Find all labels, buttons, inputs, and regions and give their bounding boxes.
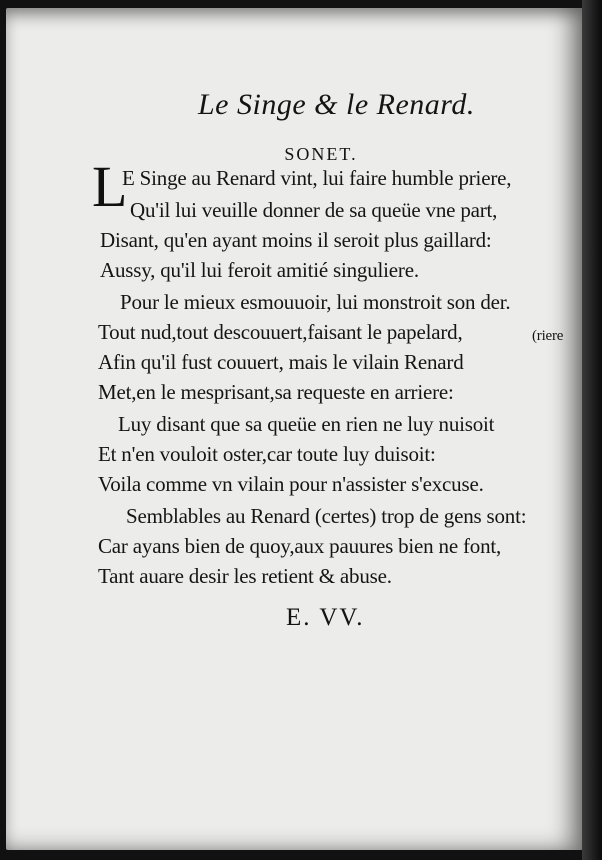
- poem-line: Qu'il lui veuille donner de sa queüe vne part,: [130, 198, 498, 222]
- poem-line: Afin qu'il fust couuert, mais le vilain Renard: [98, 350, 464, 374]
- poem-line: Tant auare desir les retient & abuse.: [98, 564, 392, 588]
- carry-over-word: (riere: [532, 328, 564, 344]
- page-gutter-shadow: [582, 0, 602, 860]
- poem-line: Luy disant que sa queüe en rien ne luy nuisoit: [118, 412, 495, 436]
- poem-line: Met,en le mesprisant,sa requeste en arriere:: [98, 380, 454, 404]
- catchword: E. VV.: [286, 604, 365, 631]
- poem-line: Aussy, qu'il lui feroit amitié singuliere.: [100, 258, 419, 282]
- poem-line: Pour le mieux esmouuoir, lui monstroit son der.: [120, 290, 511, 314]
- running-head: Le Singe & le Renard.: [198, 88, 475, 121]
- poem-line: Tout nud,tout descouuert,faisant le papelard,: [98, 320, 463, 344]
- poem-line: Et n'en vouloit oster,car toute luy duisoit:: [98, 442, 436, 466]
- poem-title: SONET.: [284, 144, 358, 164]
- poem-line: Car ayans bien de quoy,aux pauures bien ne font,: [98, 534, 502, 558]
- drop-cap: L: [92, 154, 128, 219]
- poem-line: Voila comme vn vilain pour n'assister s'excuse.: [98, 472, 484, 496]
- poem-line: E Singe au Renard vint, lui faire humble priere,: [122, 166, 512, 190]
- poem-line: Disant, qu'en ayant moins il seroit plus gaillard:: [100, 228, 492, 252]
- poem-line: Semblables au Renard (certes) trop de gens sont:: [126, 504, 527, 528]
